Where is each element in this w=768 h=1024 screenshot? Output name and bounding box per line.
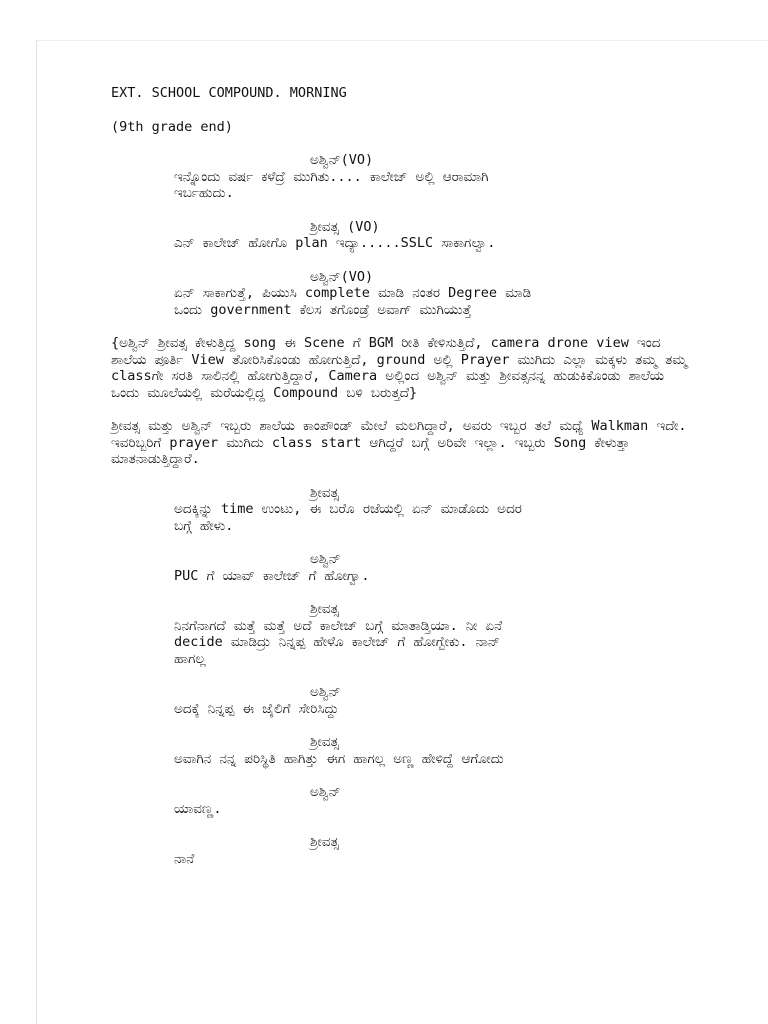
scene-heading: EXT. SCHOOL COMPOUND. MORNING — [111, 85, 347, 101]
dialogue-block — [111, 784, 691, 817]
dialogue-block — [111, 734, 691, 767]
character-name: ಅಶ್ವಿನ್(VO) — [310, 268, 374, 285]
dialogue-text: ಅವಾಗಿನ ನನ್ನ ಪರಿಸ್ಥಿತಿ ಹಾಗಿತ್ತು ಈಗ ಹಾಗಲ್ಲ ಅಣ್ಣ ಹೇಳಿದ್ದೆ ಆಗೋದು — [174, 750, 504, 767]
character-name: ಶ್ರೀವತ್ಸ (VO) — [310, 218, 380, 235]
dialogue-text: ನಿನಗೆನಾಗದೆ ಮತ್ತೆ ಮತ್ತೆ ಅದೆ ಕಾಲೇಜ್ ಬಗ್ಗೆ ಮಾತಾಡ್ತಿಯಾ. ನೀ ಏನೆ decide ಮಾಡಿದ್ರು ನಿನ್ನಪ್ಪ ಹೇಳೊ ಕಾಲೇಜ್ ಗೆ ಹೋಗ್ಬೇಕು. ನಾನ್ ಹಾಗಲ್ಲ — [174, 617, 511, 667]
dialogue-block — [111, 219, 691, 252]
character-name: ಅಶ್ವಿನ್(VO) — [310, 152, 374, 168]
action-paragraph: ಶ್ರೀವತ್ಸ ಮತ್ತು ಅಶ್ವಿನ್ ಇಬ್ಬರು ಶಾಲೆಯ ಕಾಂಪೌಂಡ್ ಮೇಲೆ ಮಲಗಿದ್ದಾರೆ, ಅವರು ಇಬ್ಬರ ತಲೆ ಮಧ್ಯೆ Walkman ಇದೇ. ಇವರಿಬ್ಬರಿಗೆ prayer ಮುಗಿದು class start ಆಗಿದ್ದರೆ ಬಗ್ಗೆ ಅರಿವೇ ಇಲ್ಲಾ. ಇಬ್ಬರು Song ಕೇಳುತ್ತಾ ಮಾತನಾಡುತ್ತಿದ್ದಾರೆ. — [111, 418, 695, 467]
dialogue-text: ಏನ್ ಸಾಕಾಗುತ್ತೆ, ಪಿಯುಸಿ complete ಮಾಡಿ ನಂತರ Degree ಮಾಡಿ ಒಂದು government ಕೆಲಸ ತಗೊಂಡ್ರೆ ಅವಾಗ್ ಮುಗಿಯುತ್ತೆ — [174, 285, 540, 318]
dialogue-block — [111, 684, 691, 717]
dialogue-text: ಅದಕ್ಕೆ ನಿನ್ನಪ್ಪ ಈ ಜೈಲಿಗೆ ಸೇರಿಸಿದ್ದು — [174, 700, 339, 717]
character-name: ಅಶ್ವಿನ್ — [310, 684, 341, 700]
character-name: ಶ್ರೀವತ್ಸ — [310, 484, 339, 501]
character-name: ಅಶ್ವಿನ್ — [310, 551, 341, 567]
scene-note: (9th grade end) — [111, 118, 233, 135]
dialogue-text: PUC ಗೆ ಯಾವ್ ಕಾಲೇಜ್ ಗೆ ಹೋಗ್ವಾ. — [174, 567, 370, 584]
dialogue-block — [111, 485, 691, 535]
dialogue-text: ಇನ್ನೊಂದು ವರ್ಷ ಕಳೆದ್ರೆ ಮುಗಿತು.... ಕಾಲೇಜ್ ಅಲ್ಲಿ ಆರಾಮಾಗಿ ಇರ್ಬಹುದು. — [174, 168, 497, 201]
action-paragraph: {ಅಶ್ವಿನ್ ಶ್ರೀವತ್ಸ ಕೇಳುತ್ತಿದ್ದ song ಈ Scene ಗೆ BGM ರೀತಿ ಕೇಳಿಸುತ್ತಿದೆ, camera drone view ಇಂದ ಶಾಲೆಯ ಪೂರ್ತಿ View ತೋರಿಸಿಕೊಂಡು ಹೋಗುತ್ತಿದೆ, ground ಅಲ್ಲಿ Prayer ಮುಗಿದು ಎಲ್ಲಾ ಮಕ್ಕಳು ತಮ್ಮ ತಮ್ಮ classಗೇ ಸರತಿ ಸಾಲಿನಲ್ಲಿ ಹೋಗುತ್ತಿದ್ದಾರೆ, Camera ಅಲ್ಲಿಂದ ಅಶ್ವಿನ್ ಮತ್ತು ಶ್ರೀವತ್ಸನನ್ನ ಹುಡುಕಿಕೊಂಡು ಶಾಲೆಯ ಒಂದು ಮೂಲೆಯಲ್ಲಿ ಮರೆಯಲ್ಲಿದ್ದ Compound ಬಳಿ ಬರುತ್ತದೆ} — [111, 335, 696, 401]
dialogue-text: ಯಾವಣ್ಣ. — [174, 800, 222, 817]
character-name: ಶ್ರೀವತ್ಸ — [310, 834, 339, 850]
dialogue-text: ಅದಕ್ಕಿನ್ನು time ಉಂಟು, ಈ ಬರೊ ರಜೆಯಲ್ಲಿ ಏನ್ ಮಾಡೊದು ಅದರ ಬಗ್ಗೆ ಹೇಳು. — [174, 501, 531, 534]
character-name: ಅಶ್ವಿನ್ — [310, 784, 341, 800]
script-page — [36, 40, 768, 1024]
character-name: ಶ್ರೀವತ್ಸ — [310, 601, 339, 617]
character-name: ಶ್ರೀವತ್ಸ — [310, 734, 339, 750]
dialogue-block — [111, 551, 691, 584]
dialogue-block — [111, 269, 691, 319]
dialogue-block — [111, 152, 691, 202]
dialogue-text: ನಾನೆ — [174, 850, 195, 867]
dialogue-block — [111, 834, 691, 867]
dialogue-block — [111, 601, 691, 667]
dialogue-text: ಎನ್ ಕಾಲೇಜ್ ಹೋಗೊ plan ಇದ್ಯಾ.....SSLC ಸಾಕಾಗಲ್ವಾ. — [174, 235, 496, 251]
screenplay-body — [111, 85, 696, 884]
